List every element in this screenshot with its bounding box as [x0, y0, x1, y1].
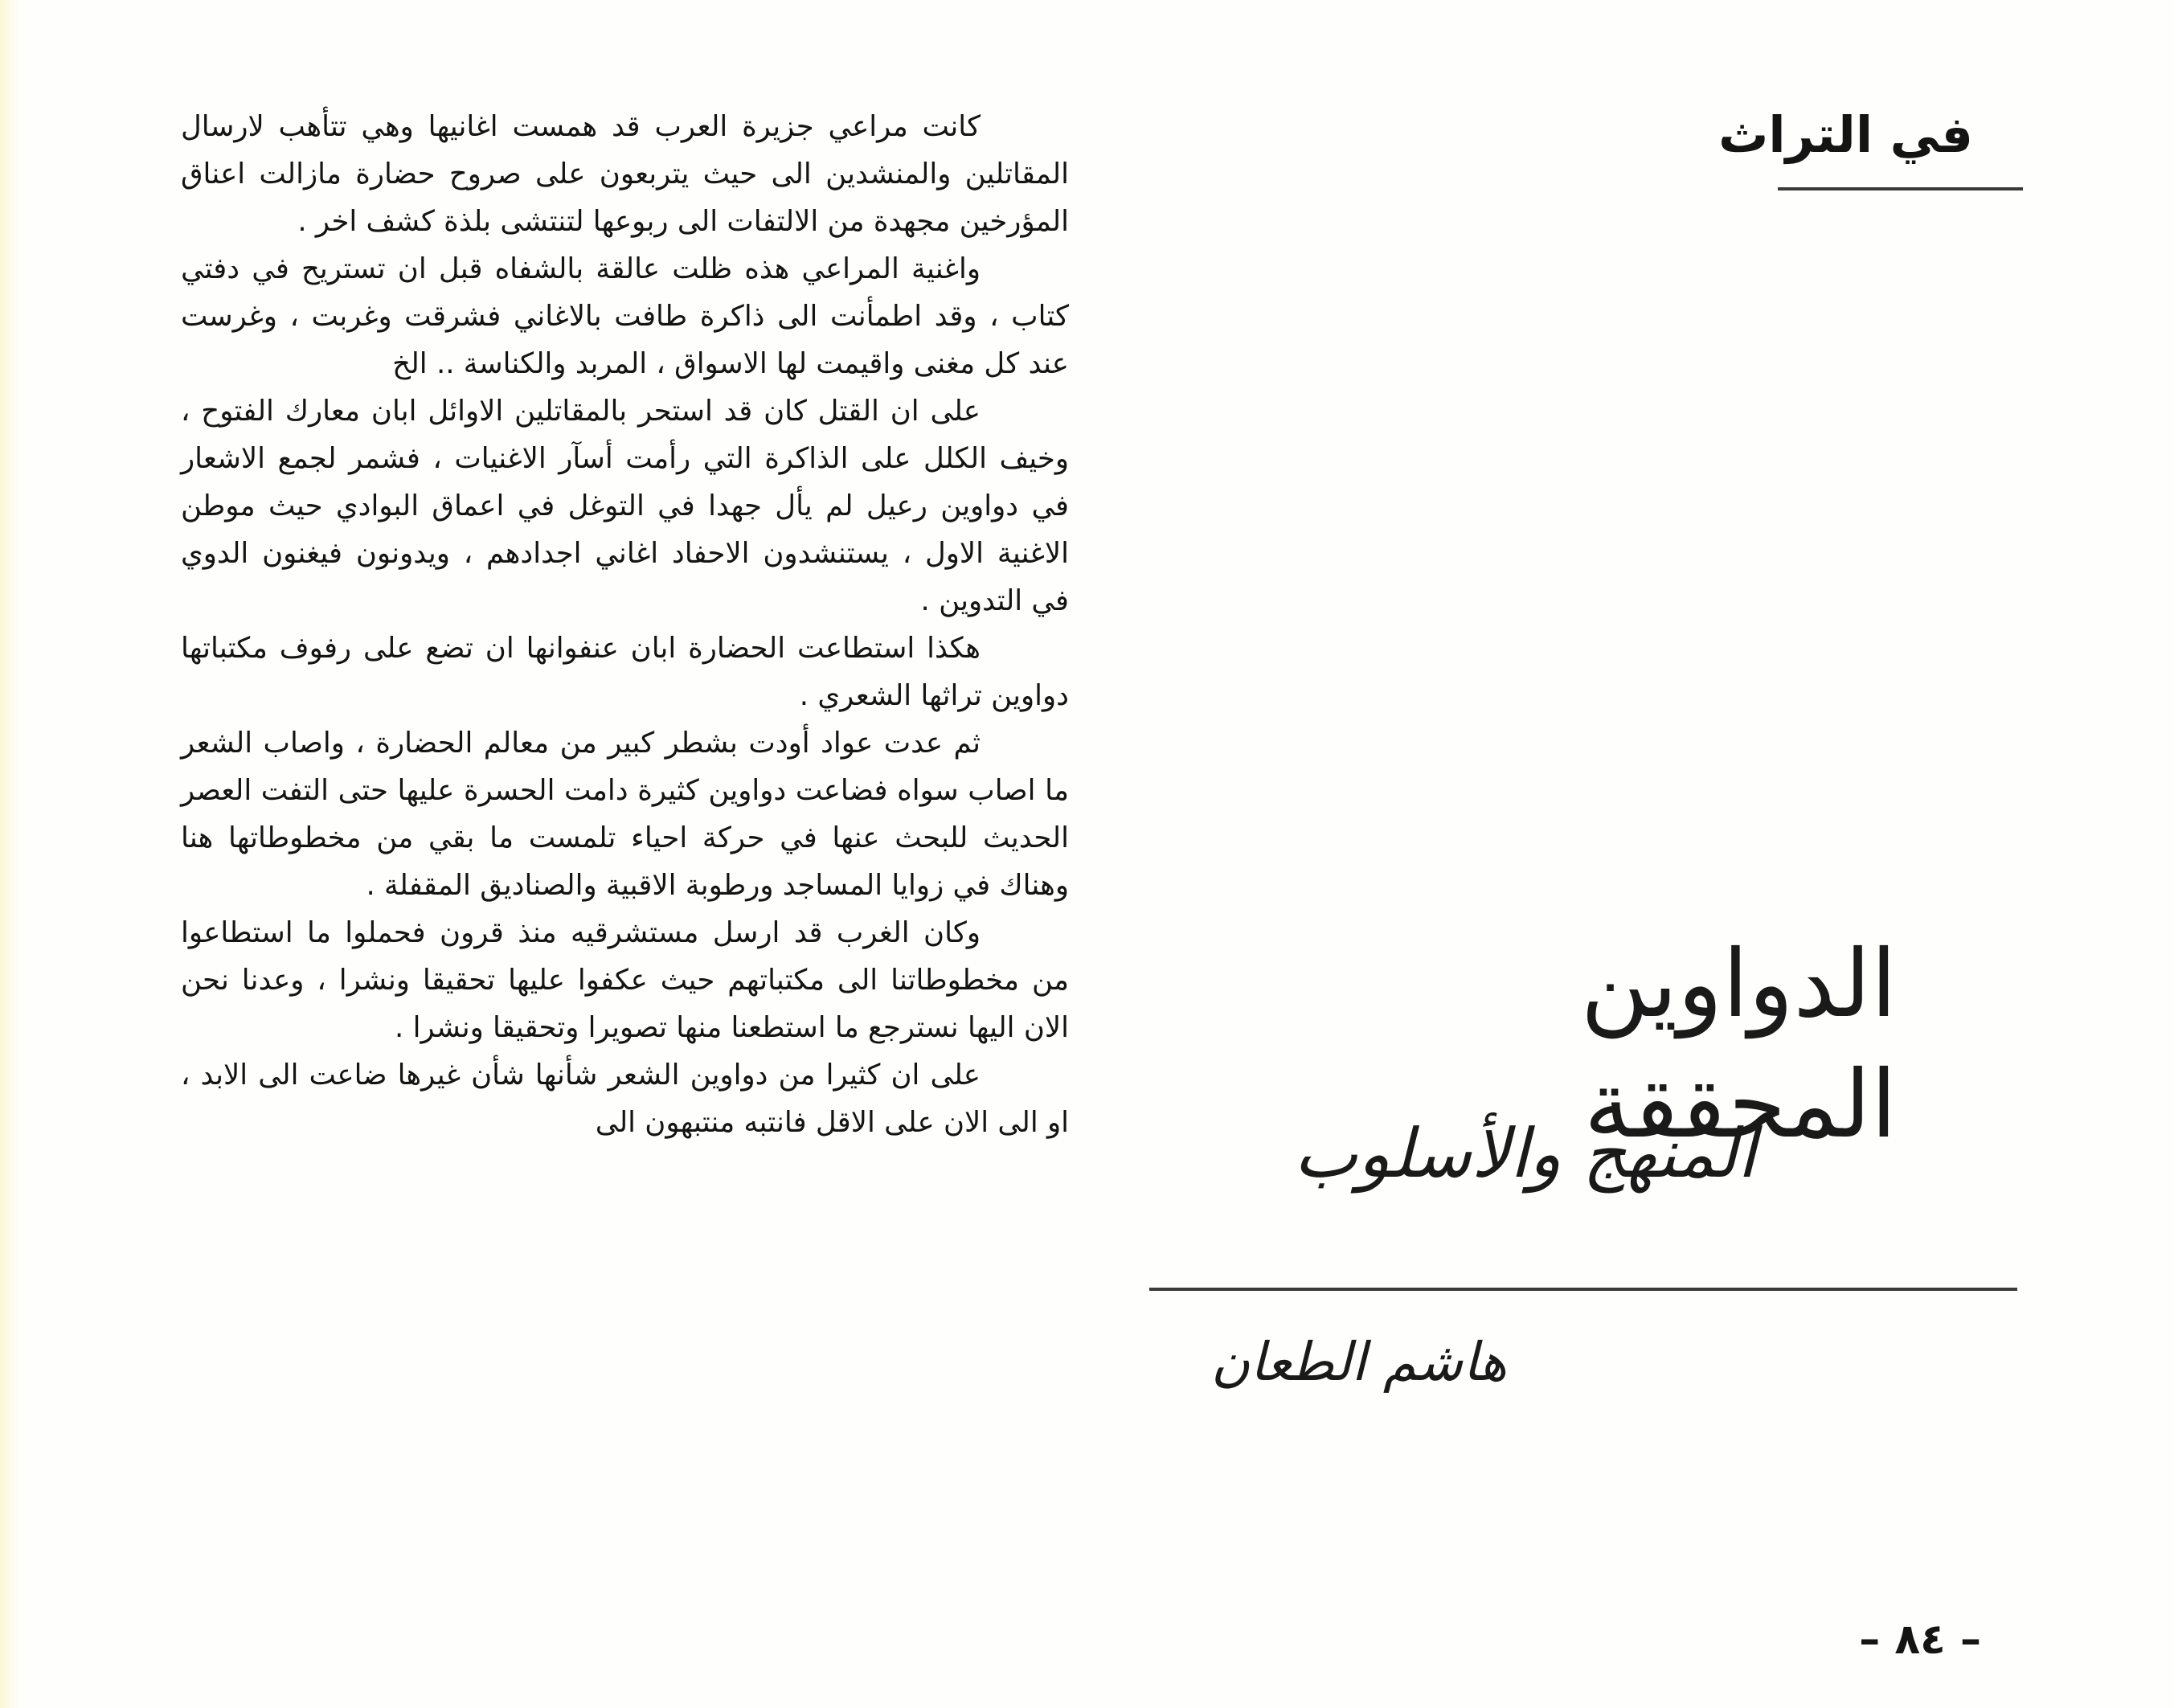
- section-header: في التراث: [1718, 105, 1973, 164]
- body-paragraph: وكان الغرب قد ارسل مستشرقيه منذ قرون فحملوا ما استطاعوا من مخطوطاتنا الى مكتباتهم حيث عكفوا عليها تحقيقا ونشرا ، وعدنا نحن الان اليها نسترجع ما استطعنا منها تصويرا وتحقيقا ونشرا .: [181, 916, 1069, 1044]
- scan-edge-tint: [0, 0, 19, 1708]
- article-body: [181, 103, 1069, 1146]
- title-rule: [1149, 1288, 2017, 1291]
- body-paragraph: واغنية المراعي هذه ظلت عالقة بالشفاه قبل ان تستريح في دفتي كتاب ، وقد اطمأنت الى ذاكرة طافت بالاغاني فشرقت وغربت ، وغرست عند كل مغنى واقيمت لها الاسواق ، المربد والكناسة .. الخ: [181, 252, 1069, 380]
- body-paragraph: كانت مراعي جزيرة العرب قد همست اغانيها وهي تتأهب لارسال المقاتلين والمنشدين الى حيث يتربعون على صروح حضارة مازالت اعناق المؤرخين مجهدة من الالتفات الى ربوعها لتنتشى بلذة كشف اخر .: [181, 110, 1069, 238]
- page-number: – ٨٤ –: [1859, 1616, 1981, 1664]
- author-signature: هاشم الطعان: [1210, 1331, 1507, 1393]
- body-paragraph: على ان كثيرا من دواوين الشعر شأنها شأن غيرها ضاعت الى الابد ، او الى الان على الاقل فانتبه منتبهون الى: [181, 1059, 1069, 1139]
- body-paragraph: ثم عدت عواد أودت بشطر كبير من معالم الحضارة ، واصاب الشعر ما اصاب سواه فضاعت دواوين كثيرة دامت الحسرة عليها حتى التفت العصر الحديث للبحث عنها في حركة احياء تلمست ما بقي من مخطوطاتها هنا وهناك في زوايا المساجد ورطوبة الاقبية والصناديق المقفلة .: [181, 727, 1069, 902]
- section-header-rule: [1778, 187, 2023, 190]
- article-title: الدواوين المحققة: [1580, 930, 1897, 1159]
- article-subtitle: المنهج والأسلوب: [1294, 1114, 1756, 1193]
- body-paragraph: هكذا استطاعت الحضارة ابان عنفوانها ان تضع على رفوف مكتباتها دواوين تراثها الشعري .: [181, 632, 1069, 712]
- body-paragraph: على ان القتل كان قد استحر بالمقاتلين الاوائل ابان معارك الفتوح ، وخيف الكلل على الذاكرة التي رأمت أسآر الاغنيات ، فشمر لجمع الاشعار في دواوين رعيل لم يأل جهدا في التوغل في اعماق البوادي حيث موطن الاغنية الاول ، يستنشدون الاحفاد اغاني اجدادهم ، ويدونون فيغنون الدوي في التدوين .: [181, 395, 1069, 617]
